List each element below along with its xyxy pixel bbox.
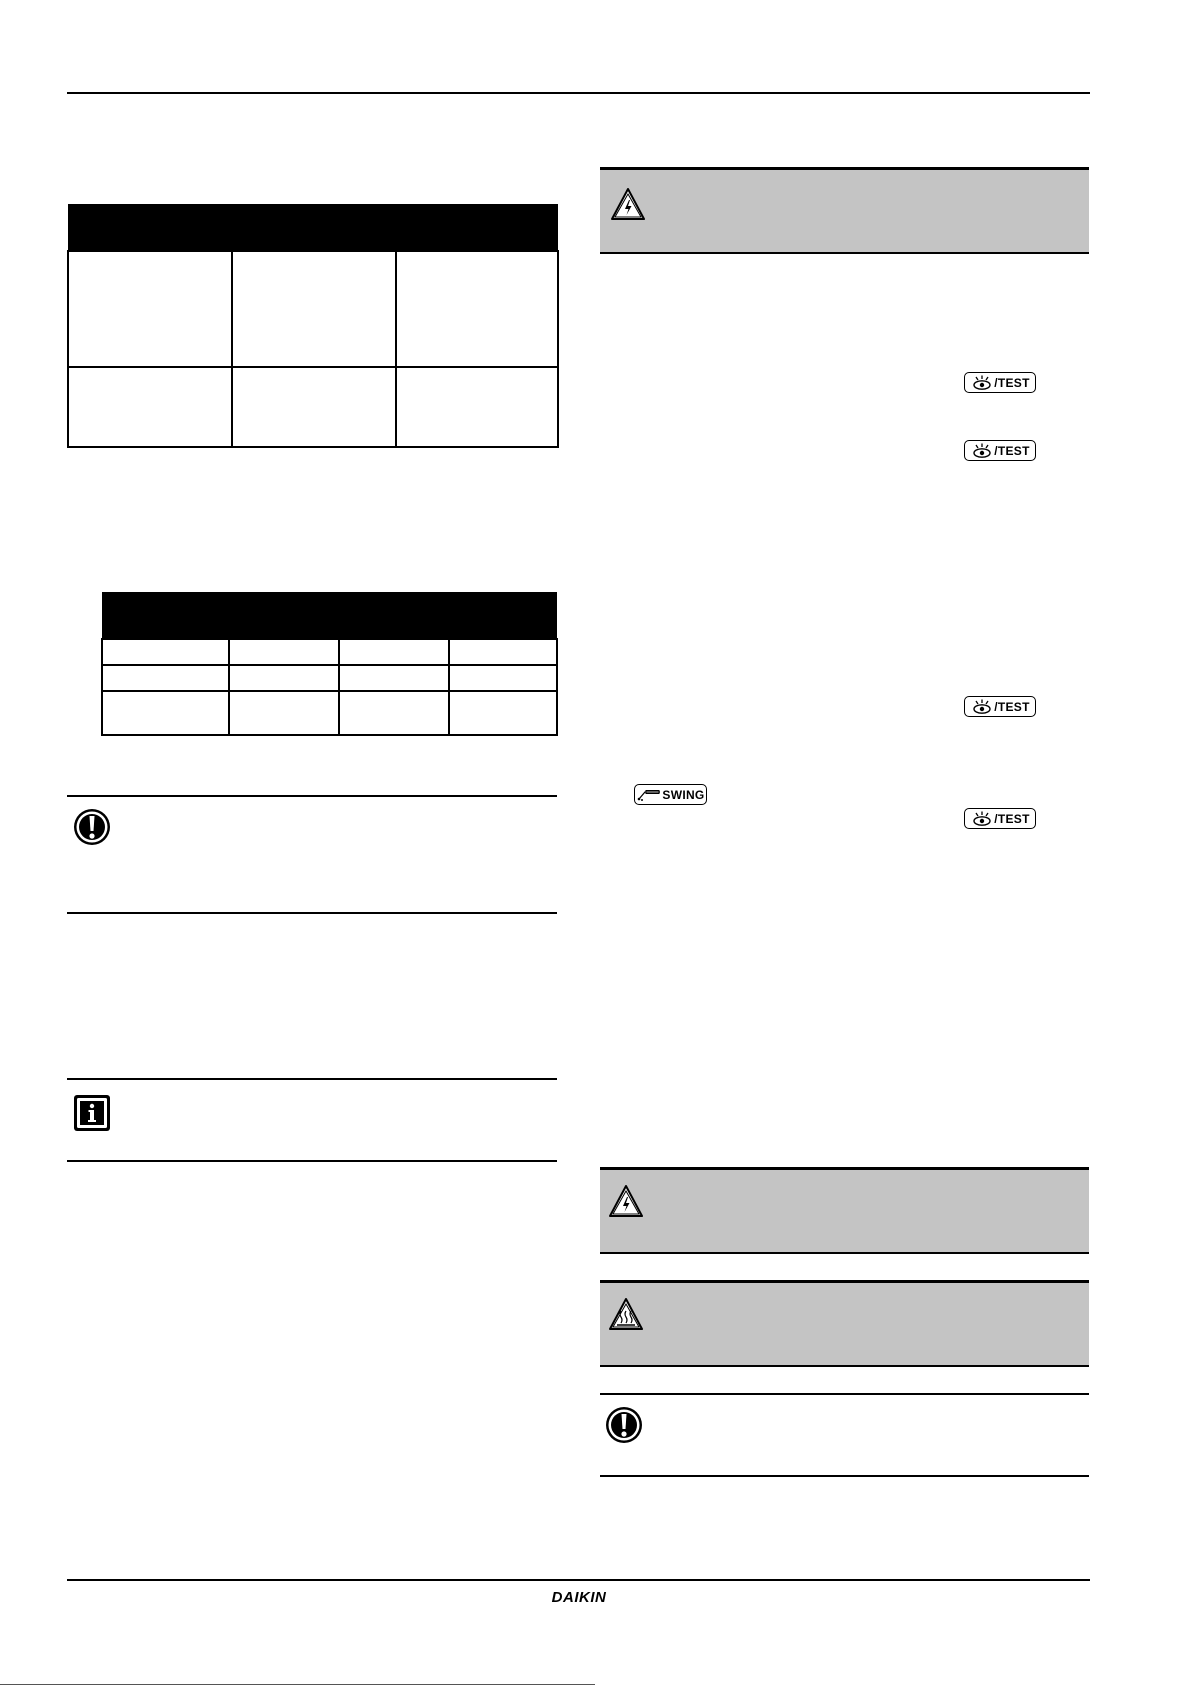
swing-button-label: SWING	[662, 787, 705, 802]
table-row	[102, 639, 557, 665]
test-button[interactable]	[964, 808, 1036, 829]
table-row	[102, 665, 557, 691]
eye-icon	[970, 443, 994, 459]
hot-surface-warning-notice	[600, 1280, 1089, 1367]
table-row	[68, 251, 558, 367]
test-button-label: /TEST	[994, 811, 1030, 826]
test-button-label: /TEST	[994, 443, 1030, 458]
table-one	[67, 204, 559, 448]
table-row	[102, 691, 557, 735]
table-two	[101, 592, 558, 736]
caution-exclamation-icon	[605, 1406, 643, 1444]
hot-surface-warning-icon	[608, 1297, 644, 1331]
swing-button[interactable]	[634, 784, 707, 805]
header-rule	[67, 92, 1090, 94]
caution-exclamation-icon	[73, 808, 111, 846]
eye-icon	[970, 811, 994, 827]
test-button[interactable]	[964, 440, 1036, 461]
eye-icon	[970, 699, 994, 715]
information-icon	[73, 1094, 111, 1132]
swing-arrow-icon	[636, 788, 662, 802]
eye-icon	[970, 375, 994, 391]
table-one-header	[68, 204, 558, 251]
daikin-logo: DAIKIN	[551, 1589, 607, 1606]
electric-shock-warning-icon	[608, 1184, 644, 1218]
electric-shock-warning-icon	[610, 187, 646, 221]
table-two-header	[102, 592, 557, 639]
footer-rule	[67, 1579, 1090, 1581]
test-button-label: /TEST	[994, 699, 1030, 714]
table-row	[68, 367, 558, 447]
test-button[interactable]	[964, 372, 1036, 393]
electric-warning-notice-top	[600, 167, 1089, 254]
electric-warning-notice-bottom	[600, 1167, 1089, 1254]
test-button-label: /TEST	[994, 375, 1030, 390]
test-button[interactable]	[964, 696, 1036, 717]
